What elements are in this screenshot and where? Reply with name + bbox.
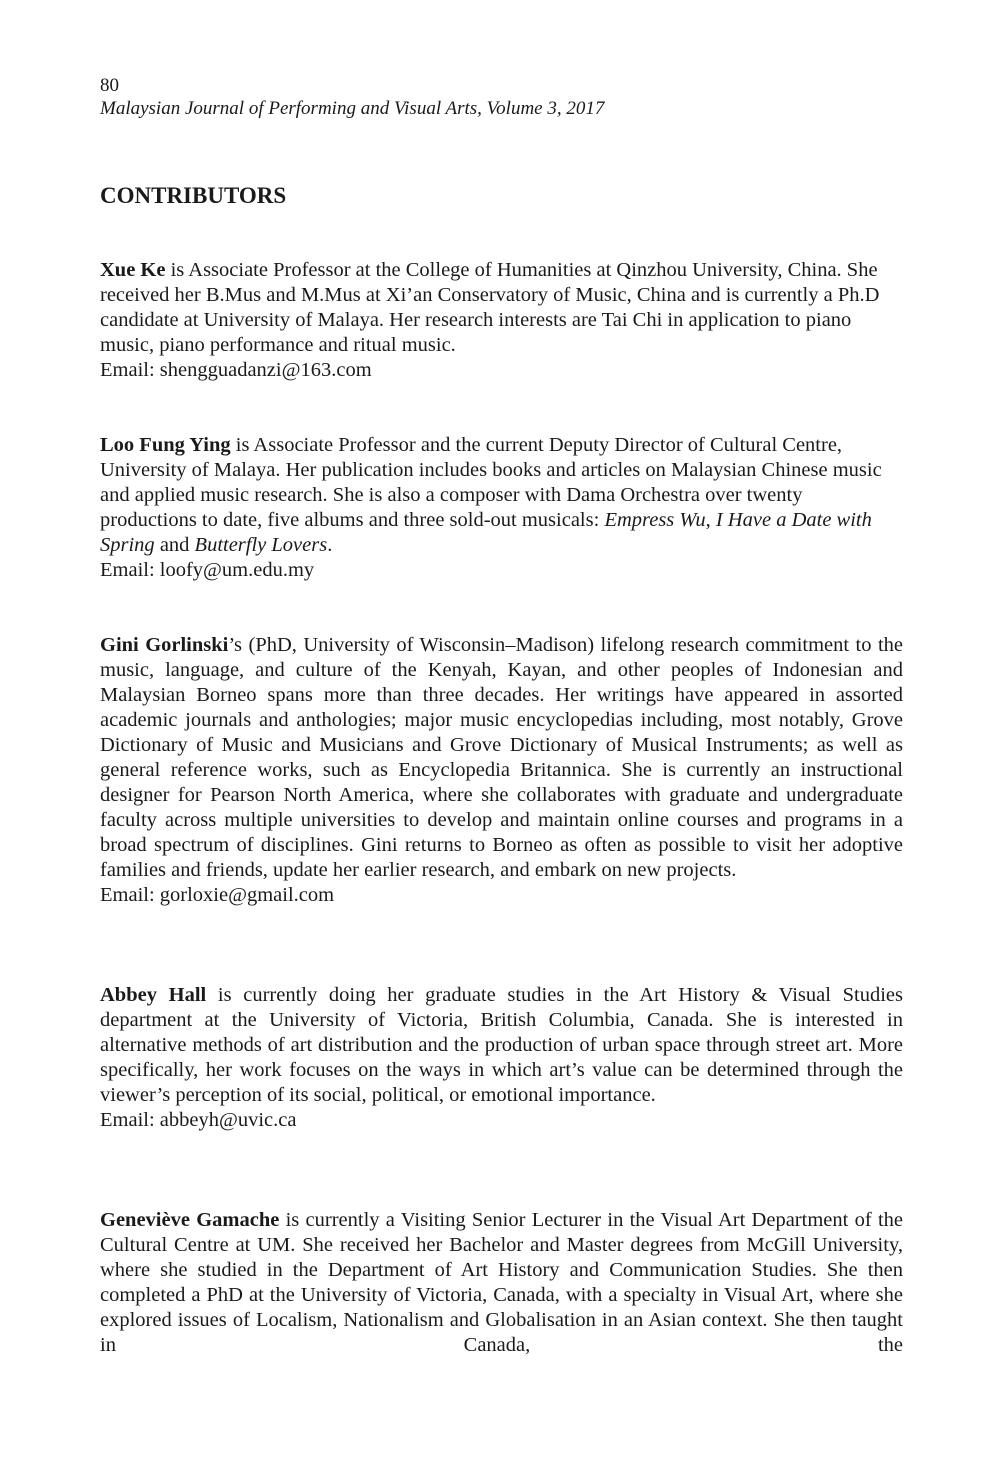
contributor-bio-loo-fung-ying (100, 433, 903, 583)
contributor-email: Email: abbeyh@uvic.ca (100, 1109, 297, 1131)
contributor-name: Abbey Hall (100, 984, 207, 1006)
contributor-bio-genevieve-gamache (100, 1208, 903, 1358)
contributor-bio-gini-gorlinski (100, 633, 903, 908)
bio-text: is currently a Visiting Senior Lecturer in the Visual Art Department of the Cultural Centre at UM. She received her Bachelor and Master degrees from McGill University, where she studied in the Department of Art History and Communication Studies. She then completed a PhD at the University of Victoria, Canada, with a specialty in Visual Art, where she explored issues of Localism, Nationalism and Globalisation in an Asian context. She then taught in Canada, the (100, 1209, 903, 1356)
contributor-bio-xue-ke (100, 258, 903, 383)
bio-text: is currently doing her graduate studies in the Art History & Visual Studies department at the University of Victoria, British Columbia, Canada. She is interested in alternative methods of art distribution and the production of urban space through street art. More specifically, her work focuses on the ways in which art’s value can be determined through the viewer’s perception of its social, political, or emotional importance. (100, 984, 903, 1106)
separator: and (154, 534, 195, 556)
bio-text: (PhD, University of Wisconsin–Madison) lifelong research commitment to the music, language, and culture of the Kenyah, Kayan, and other peoples of Indonesian and Malaysian Borneo spans more than three decades. Her writings have appeared in assorted academic journals and anthologies; major music encyclopedias including, most notably, Grove Dictionary of Music and Musicians and Grove Dictionary of Musical Instruments; as well as general reference works, such as Encyclopedia Britannica. She is currently an instructional designer for Pearson North America, where she collaborates with graduate and undergraduate faculty across multiple universities to develop and maintain online courses and programs in a broad spectrum of disciplines. Gini returns to Borneo as often as possible to visit her adoptive families and friends, update her earlier research, and embark on new projects. (100, 634, 903, 881)
separator: , (705, 509, 716, 531)
contributor-email: Email: loofy@um.edu.my (100, 559, 315, 581)
separator: . (327, 534, 333, 556)
contributor-name: Geneviève Gamache (100, 1209, 280, 1231)
contributor-name: Gini Gorlinski (100, 634, 229, 656)
contributor-email: Email: gorloxie@gmail.com (100, 884, 335, 906)
section-title: CONTRIBUTORS (100, 183, 287, 208)
contributor-email: Email: shengguadanzi@163.com (100, 359, 372, 381)
bio-text: is Associate Professor and the current Deputy Director of Cultural Centre, University of Malaya. Her publication includes books and articles on Malaysian Chinese music and applied music research. She is also a composer with Dama Orchestra over twenty productions to date, five albums and three sold-out musicals: (100, 434, 882, 531)
contributor-name: Loo Fung Ying (100, 434, 231, 456)
running-head: Malaysian Journal of Performing and Visual Arts, Volume 3, 2017 (100, 98, 605, 119)
contributor-name: Xue Ke (100, 259, 166, 281)
possessive: ’s (228, 634, 243, 656)
work-title: I Have a Date with Spring (100, 509, 872, 556)
page-number: 80 (100, 75, 119, 96)
work-title: Empress Wu (604, 509, 706, 531)
work-title: Butterfly Lovers (194, 534, 328, 556)
bio-text: is Associate Professor at the College of Humanities at Qinzhou University, China. She received her B.Mus and M.Mus at Xi’an Conservatory of Music, China and is currently a Ph.D candidate at University of Malaya. Her research interests are Tai Chi in application to piano music, piano performance and ritual music. (100, 259, 880, 356)
contributor-bio-abbey-hall (100, 983, 903, 1133)
